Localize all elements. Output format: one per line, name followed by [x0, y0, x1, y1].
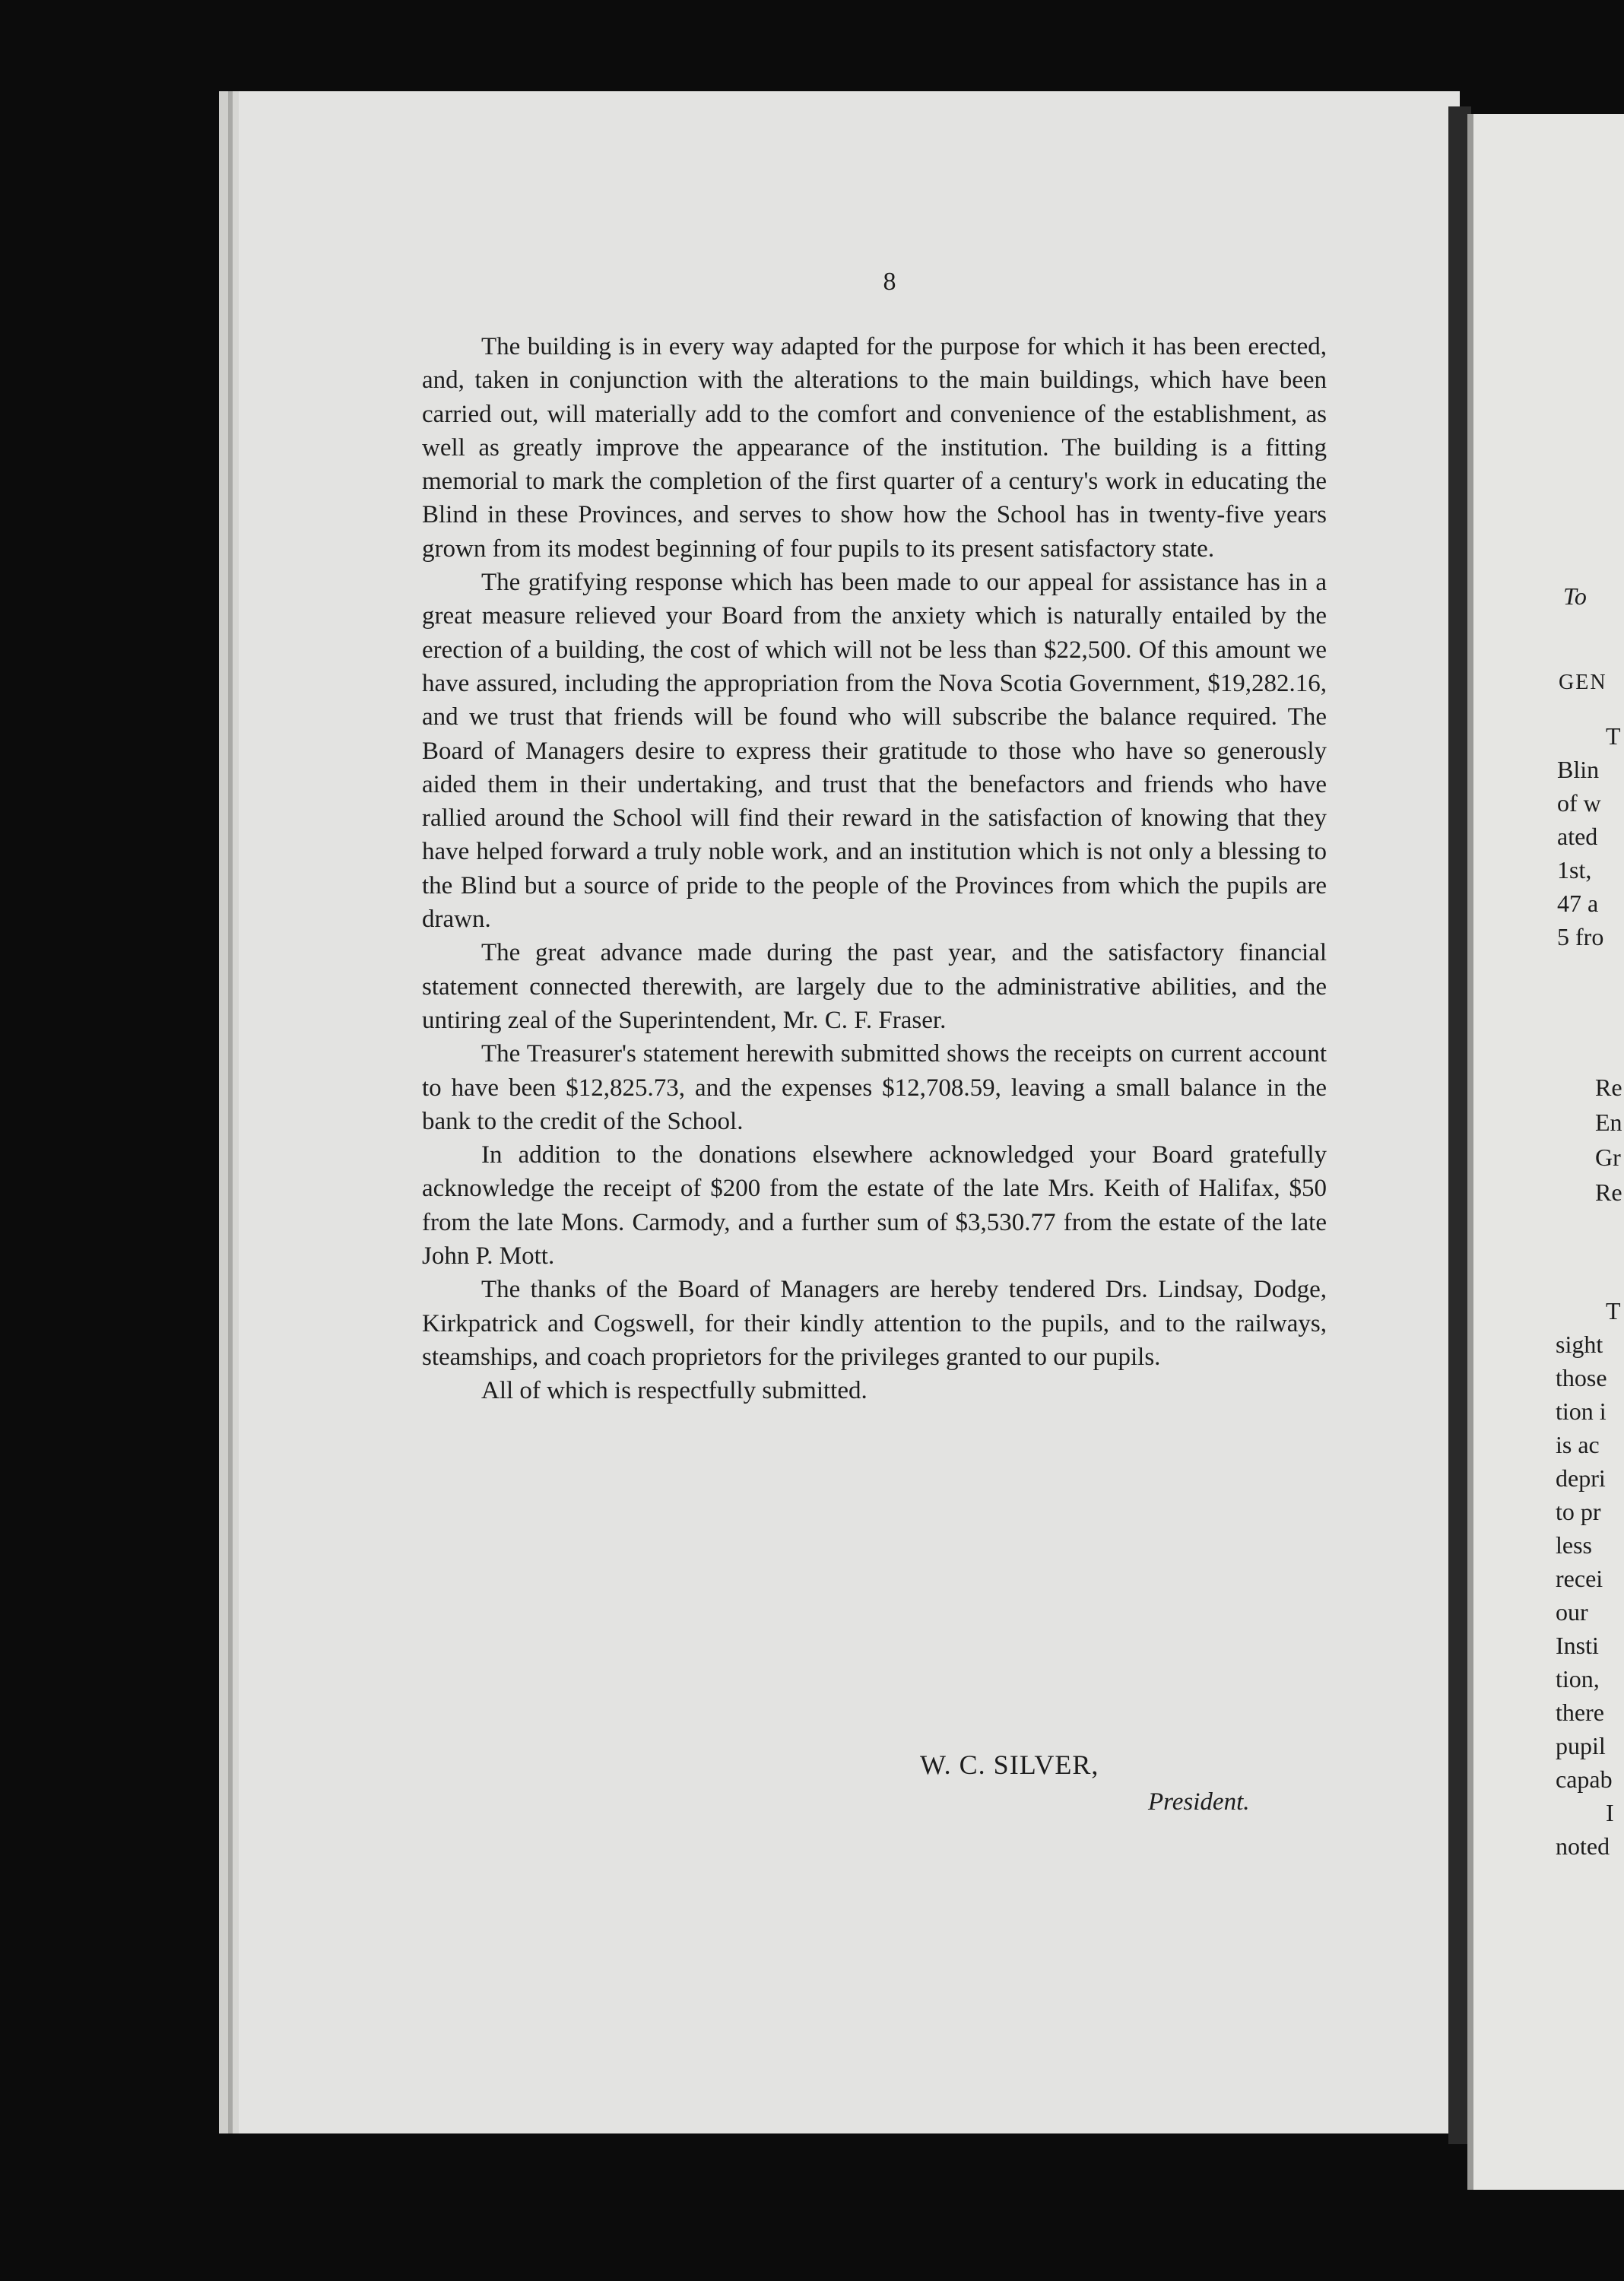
right-fragment: T — [1606, 722, 1621, 750]
right-fragment: T — [1606, 1297, 1621, 1325]
paragraph: The building is in every way adapted for the purpose for which it has been erected, and, taken in conjunction with the alterations to the main buildings, which have been carried out, will materially add to the comfort and convenience of the establishment, as well as greatly improve the appearance of the institution. The building is a fitting memorial to mark the completion of the first quarter of a century's work in educating the Blind in these Provinces, and serves to show how the School has in twenty-five years grown from its modest beginning of four pupils to its present satisfactory state. — [422, 333, 1327, 563]
right-fragment: To — [1563, 582, 1587, 610]
right-fragment: of w — [1557, 789, 1601, 817]
right-fragment: recei — [1556, 1565, 1603, 1592]
right-fragment: noted — [1556, 1832, 1610, 1860]
right-fragment: depri — [1556, 1464, 1606, 1492]
right-fragment: I — [1606, 1799, 1614, 1826]
right-fragment: Re — [1595, 1179, 1622, 1206]
closing-line: All of which is respectfully submitted. — [481, 1377, 868, 1405]
right-fragment: Gr — [1595, 1144, 1621, 1171]
right-fragment: to pr — [1556, 1498, 1601, 1525]
signature-title: President. — [1148, 1788, 1250, 1816]
right-fragment: Blin — [1557, 756, 1600, 783]
right-fragment: Insti — [1556, 1632, 1599, 1659]
right-fragment: capab — [1556, 1765, 1613, 1793]
right-fragment: tion i — [1556, 1397, 1607, 1425]
right-fragment: 47 a — [1557, 890, 1599, 917]
right-fragment: less — [1556, 1531, 1592, 1559]
paragraph: The gratifying response which has been made to our appeal for assistance has in a great measure relieved your Board from the anxiety which is naturally entailed by the erection of a building, the cost of which will not be less than $22,500. Of this amount we have assured, including the appropriation from the Nova Scotia Government, $19,282.16, and we trust that friends will be found who will subscribe the balance required. The Board of Managers desire to express their gratitude to those who have so generously aided them in their undertaking, and trust that the benefactors and friends who have rallied around the School will find their reward in the satisfaction of knowing that they have helped forward a truly noble work, and an institution which is not only a blessing to the Blind but a source of pride to the people of the Provinces from which the pupils are drawn. — [422, 569, 1327, 934]
signature-name: W. C. SILVER, — [920, 1750, 1099, 1780]
right-fragment: GEN — [1559, 671, 1607, 694]
right-fragment: ated — [1557, 823, 1598, 850]
paragraph: The great advance made during the past year, and the satisfactory financial statement connected therewith, are largely due to the administrative abilities, and the untiring zeal of the Superintendent, Mr. C. F. Fraser. — [422, 939, 1327, 1034]
right-fragment: 1st, — [1557, 856, 1592, 884]
right-fragment: pupil — [1556, 1732, 1606, 1759]
paragraph: In addition to the donations elsewhere acknowledged your Board gratefully acknowledge the receipt of $200 from the estate of the late Mrs. Keith of Halifax, $50 from the late Mons. Carmody, and a further sum of $3,530.77 from the estate of the late John P. Mott. — [422, 1141, 1327, 1271]
right-fragment: 5 fro — [1557, 923, 1604, 950]
right-fragment: sight — [1556, 1331, 1603, 1358]
page-number: 8 — [883, 268, 896, 296]
paragraph: The thanks of the Board of Managers are hereby tendered Drs. Lindsay, Dodge, Kirkpatrick and Cogswell, for their kindly attention to the pupils, and to the railways, steamships, and coach proprietors for the privileges granted to our pupils. — [422, 1276, 1327, 1371]
right-fragment: tion, — [1556, 1665, 1600, 1693]
right-fragment: Re — [1595, 1074, 1622, 1101]
paragraph: The Treasurer's statement herewith submitted shows the receipts on current account to have been $12,825.73, and the expenses $12,708.59, leaving a small balance in the bank to the credit of the School. — [422, 1040, 1327, 1135]
body-text — [422, 330, 1327, 1408]
right-fragment: our — [1556, 1598, 1588, 1626]
right-fragment: is ac — [1556, 1431, 1600, 1458]
right-fragment: En — [1595, 1109, 1622, 1136]
right-fragment: those — [1556, 1364, 1607, 1391]
right-fragment: there — [1556, 1699, 1604, 1726]
